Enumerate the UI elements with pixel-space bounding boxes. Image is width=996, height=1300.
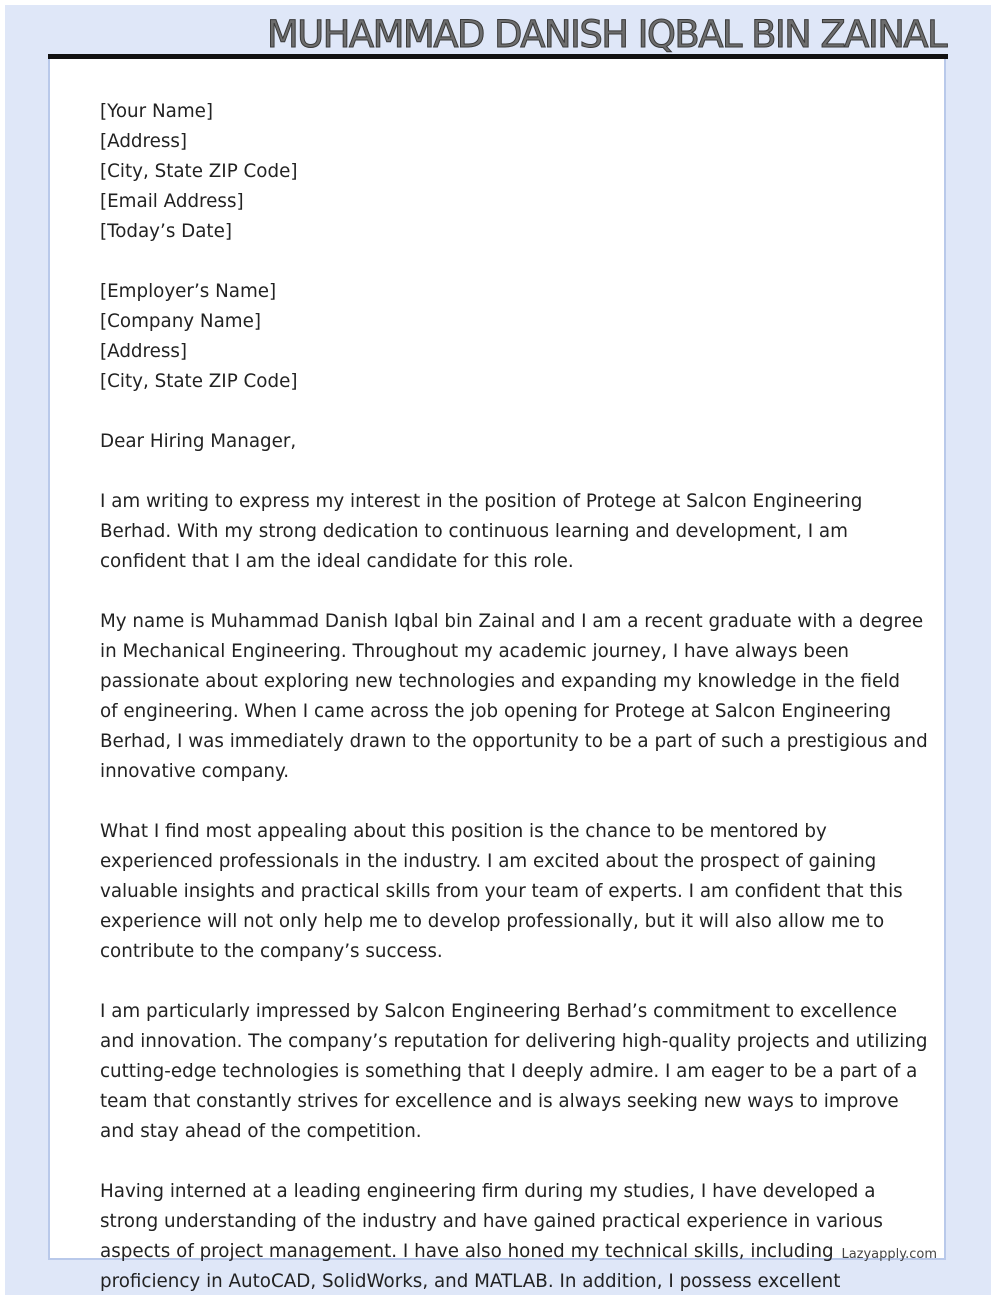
spacer <box>100 397 900 427</box>
paragraph-line: Berhad. With my strong dedication to continuous learning and development, I am <box>100 521 848 542</box>
sender-city: [City, State ZIP Code] <box>100 161 298 182</box>
spacer <box>100 457 900 487</box>
spacer <box>100 577 900 607</box>
paragraph-motivation <box>100 817 903 967</box>
paragraph-line: aspects of project management. I have also honed my technical skills, including <box>100 1241 834 1262</box>
paragraph-line: experience will not only help me to develop professionally, but it will also allow me to <box>100 911 885 932</box>
sender-name: [Your Name] <box>100 101 214 122</box>
sender-block <box>100 97 900 247</box>
sender-address: [Address] <box>100 131 188 152</box>
paragraph-line: contribute to the company’s success. <box>100 941 443 962</box>
letter-date: [Today’s Date] <box>100 221 232 242</box>
paragraph-line: My name is Muhammad Danish Iqbal bin Zainal and I am a recent graduate with a degree <box>100 611 924 632</box>
paragraph-line: in Mechanical Engineering. Throughout my academic journey, I have always been <box>100 641 849 662</box>
paragraph-line: of engineering. When I came across the job opening for Protege at Salcon Engineering <box>100 701 892 722</box>
paragraph-line: cutting-edge technologies is something that I deeply admire. I am eager to be a part of a <box>100 1061 918 1082</box>
paragraph-intro <box>100 487 900 577</box>
recipient-address: [Address] <box>100 341 188 362</box>
paragraph-line: What I find most appealing about this position is the chance to be mentored by <box>100 821 827 842</box>
paragraph-line: innovative company. <box>100 761 290 782</box>
spacer <box>100 247 900 277</box>
spacer <box>100 1147 900 1177</box>
paragraph-line: valuable insights and practical skills from your team of experts. I am confident that this <box>100 881 903 902</box>
paragraph-line: I am writing to express my interest in the position of Protege at Salcon Engineering <box>100 491 863 512</box>
paragraph-line: proficiency in AutoCAD, SolidWorks, and MATLAB. In addition, I possess excellent <box>100 1271 841 1292</box>
paragraph-line: and innovation. The company’s reputation for delivering high-quality projects and utilizing <box>100 1031 928 1052</box>
paragraph-line: Having interned at a leading engineering firm during my studies, I have developed a <box>100 1181 876 1202</box>
paragraph-line: passionate about exploring new technologies and expanding my knowledge in the field <box>100 671 900 692</box>
paragraph-background <box>100 607 928 787</box>
watermark-text: Lazyapply.com <box>841 1247 937 1262</box>
recipient-city: [City, State ZIP Code] <box>100 371 298 392</box>
paragraph-line: experienced professionals in the industry. I am excited about the prospect of gaining <box>100 851 877 872</box>
paragraph-line: team that constantly strives for excellence and is always seeking new ways to improve <box>100 1091 899 1112</box>
spacer <box>100 967 900 997</box>
paragraph-experience <box>100 1177 900 1297</box>
cover-letter-body <box>100 97 928 1297</box>
applicant-name-heading: MUHAMMAD DANISH IQBAL BIN ZAINAL <box>266 13 946 56</box>
recipient-company: [Company Name] <box>100 311 261 332</box>
paragraph-line: confident that I am the ideal candidate for this role. <box>100 551 574 572</box>
recipient-employer: [Employer’s Name] <box>100 281 277 302</box>
paragraph-line: Berhad, I was immediately drawn to the opportunity to be a part of such a prestigious and <box>100 731 928 752</box>
paragraph-line: I am particularly impressed by Salcon Engineering Berhad’s commitment to excellence <box>100 1001 897 1022</box>
spacer <box>100 787 900 817</box>
paragraph-company <box>100 997 928 1147</box>
recipient-block <box>100 277 900 397</box>
sender-email: [Email Address] <box>100 191 244 212</box>
paragraph-line: strong understanding of the industry and have gained practical experience in various <box>100 1211 883 1232</box>
paragraph-line: and stay ahead of the competition. <box>100 1121 422 1142</box>
salutation: Dear Hiring Manager, <box>100 431 297 452</box>
